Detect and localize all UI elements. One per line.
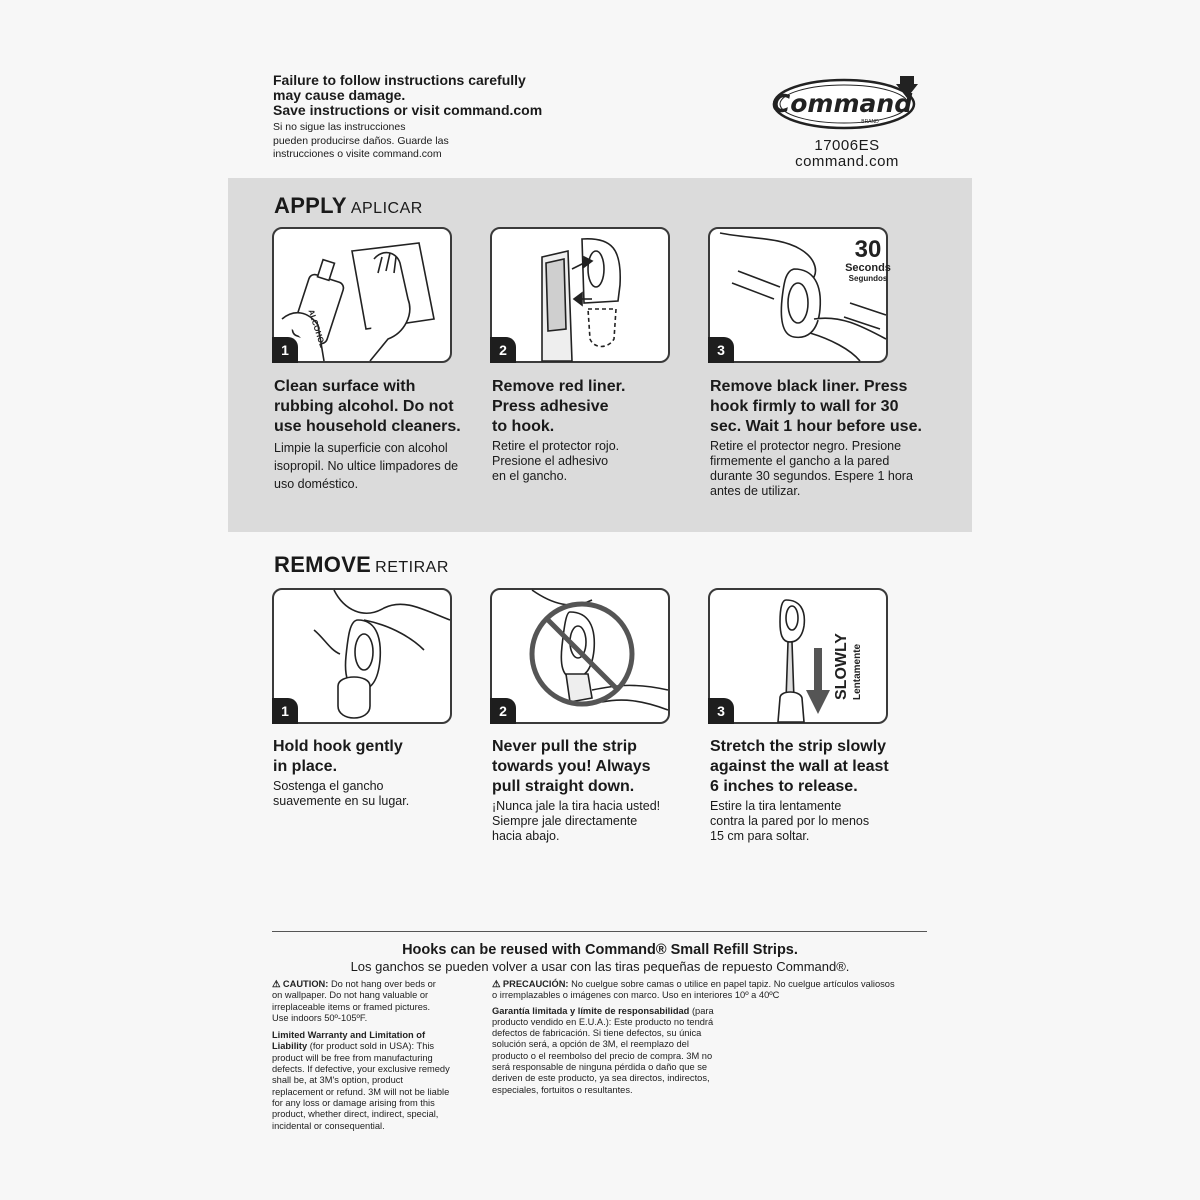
website: command.com — [795, 153, 899, 170]
product-code-block — [792, 138, 902, 170]
timer-number: 30 — [854, 236, 882, 263]
remove-heading: REMOVE RETIRAR — [274, 552, 449, 577]
step-number-badge: 3 — [708, 337, 734, 363]
logo-wordmark: Command — [771, 89, 913, 118]
command-logo — [772, 72, 932, 132]
step-number-badge: 1 — [272, 698, 298, 724]
step-number-badge: 2 — [490, 337, 516, 363]
step-number-badge: 2 — [490, 698, 516, 724]
apply-heading: APPLY APLICAR — [274, 193, 423, 218]
apply-step-2-text: Remove red liner. Press adhesive to hook. Retire el protector rojo. Presione el adhesivo en el gancho. — [492, 378, 626, 483]
remove-step-3-illustration — [708, 588, 888, 724]
warning-block — [273, 73, 593, 162]
footer-divider — [272, 931, 927, 932]
reuse-note: Hooks can be reused with Command® Small Refill Strips. Los ganchos se pueden volver a usar con las tiras pequeñas de repuesto Command®. — [350, 942, 850, 974]
timer-label-en: Seconds — [845, 262, 891, 274]
caution-text: ⚠ CAUTION: Do not hang over beds or on wallpaper. Do not hang valuable or irreplaceable items or framed pictures. Use indoors 50º-105ºF. — [272, 979, 436, 1023]
remove-step-2-illustration — [490, 588, 670, 724]
warning-es: Si no sigue las instrucciones pueden producirse daños. Guarde las instrucciones o visite command.com — [273, 121, 449, 160]
logo-brand-sub: BRAND — [861, 119, 879, 125]
garantia-text: Garantía limitada y límite de responsabilidad (para producto vendido en E.U.A.): Este producto no tendrá defectos de fabricación. Si tiene defectos, su única solución será, a opción de 3M, el reemplazo del producto o el reembolso del precio de compra. 3M no será responsable de ninguna pérdida o daño que se deriven de este producto, ya sea directos, indirectos, especiales, fortuitos o resultantes. — [492, 1005, 714, 1095]
remove-step-3-text: Stretch the strip slowly against the wall at least 6 inches to release. Estire la tira lentamente contra la pared por lo menos 15 cm para soltar. — [710, 738, 889, 843]
apply-step-1-text: Clean surface with rubbing alcohol. Do not use household cleaners. Limpie la superficie con alcohol isopropil. No ultice limpadores de uso doméstico. — [274, 378, 461, 491]
apply-step-1-illustration — [272, 227, 452, 363]
step-number-badge: 1 — [272, 337, 298, 363]
remove-step-1-text: Hold hook gently in place. Sostenga el gancho suavemente en su lugar. — [273, 738, 410, 808]
spanish-fine-print — [492, 979, 932, 1096]
step-number-badge: 3 — [708, 698, 734, 724]
apply-step-3-illustration — [708, 227, 891, 363]
lentamente-label: Lentamente — [852, 643, 863, 700]
warning-en: Failure to follow instructions carefully may cause damage. Save instructions or visit command.com — [273, 72, 543, 118]
warranty-text: Limited Warranty and Limitation of Liability (for product sold in USA): This product will be free from manufacturing defects. If defective, your exclusive remedy shall be, at 3M's option, product replacement or refund. 3M will not be liable for any loss or damage arising from this product, whether direct, indirect, special, incidental or consequential. — [272, 1030, 450, 1131]
alcohol-bottle-label: ALCOHOL — [306, 308, 328, 349]
remove-step-2-text: Never pull the strip towards you! Always pull straight down. ¡Nunca jale la tira hacia usted! Siempre jale directamente hacia abajo. — [492, 738, 661, 843]
timer-label-es: Segundos — [848, 274, 888, 283]
precaucion-text: ⚠ PRECAUCIÓN: No cuelgue sobre camas o utilice en papel tapiz. No cuelgue artículos valiosos o irremplazables o imágenes con marco. Uso en interiores 10º a 40ºC — [492, 979, 895, 1001]
english-fine-print — [272, 979, 482, 1132]
product-code: 17006ES — [814, 137, 880, 154]
slowly-label: SLOWLY — [833, 633, 850, 700]
apply-step-3-text: Remove black liner. Press hook firmly to wall for 30 sec. Wait 1 hour before use. Retire el protector negro. Presione firmemente el gancho a la pared durante 30 segundos. Espere 1 hora antes de utilizar. — [710, 378, 922, 498]
remove-step-1-illustration — [272, 588, 452, 724]
apply-step-2-illustration — [490, 227, 670, 363]
